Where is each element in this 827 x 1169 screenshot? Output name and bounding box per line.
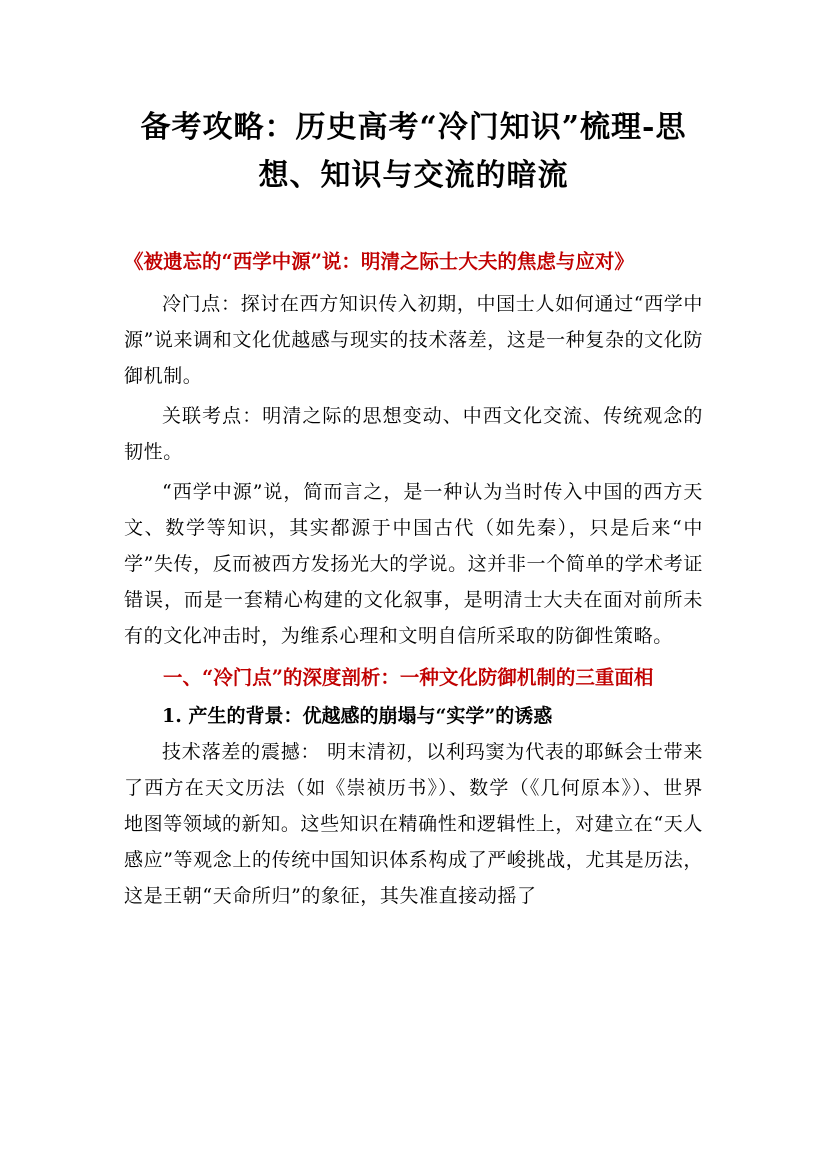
paragraph-technology-gap: 技术落差的震撼： 明末清初，以利玛窦为代表的耶稣会士带来了西方在天文历法（如《崇祯历书》）、数学（《几何原本》）、世界地图等领域的新知。这些知识在精确性和逻辑性上，对建立在“天人感应”等观念上的传统中国知识体系构成了严峻挑战，尤其是历法，这是王朝“天命所归”的象征，其失准直接动摇了 (124, 741, 703, 907)
document-title: 备考攻略：历史高考“冷门知识”梳理-思想、知识与交流的暗流 (140, 110, 687, 193)
article-subtitle: 《被遗忘的“西学中源”说：明清之际士大夫的焦虑与应对》 (124, 250, 634, 273)
paragraph-cold-point: 冷门点：探讨在西方知识传入初期，中国士人如何通过“西学中源”说来调和文化优越感与现实的技术落差，这是一种复杂的文化防御机制。 (124, 293, 703, 387)
subsection-heading-1: 1. 产生的背景：优越感的崩塌与“实学”的诱惑 (162, 705, 553, 727)
section-heading-1: 一、“冷门点”的深度剖析：一种文化防御机制的三重面相 (163, 666, 654, 689)
paragraph-related-points: 关联考点：明清之际的思想变动、中西文化交流、传统观念的韧性。 (124, 405, 703, 463)
paragraph-introduction: “西学中源”说，简而言之，是一种认为当时传入中国的西方天文、数学等知识，其实都源于中国古代（如先秦），只是后来“中学”失传，反而被西方发扬光大的学说。这并非一个简单的学术考证错误，而是一套精心构建的文化叙事，是明清士大夫在面对前所未有的文化冲击时，为维系心理和文明自信所采取的防御性策略。 (124, 481, 703, 647)
